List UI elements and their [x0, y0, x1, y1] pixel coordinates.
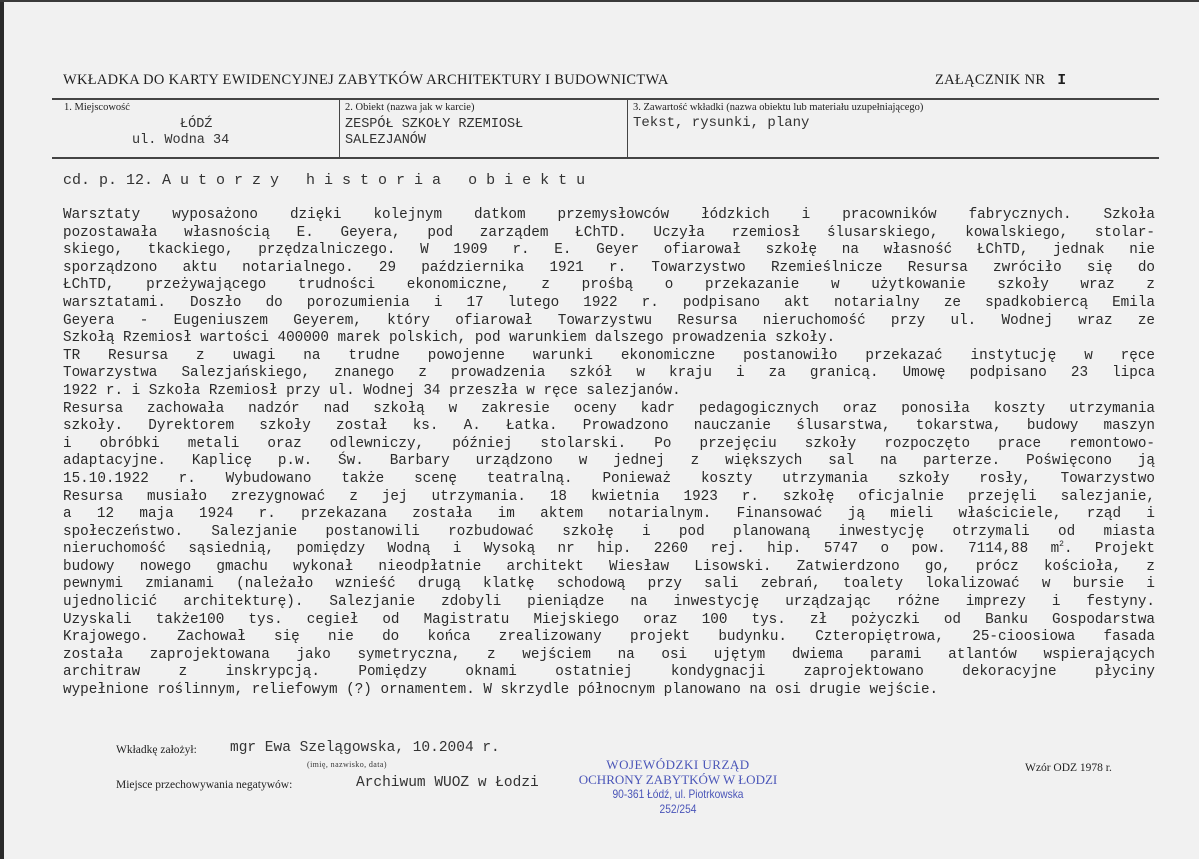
- text-line: Krajowego. Zachował się nie do końca zrealizowany projekt budynku. Czteropiętrowa, 25-cioosiowa fasada: [63, 629, 1155, 646]
- history-text: [63, 207, 1155, 700]
- field-contents-label: 3. Zawartość wkładki (nazwa obiektu lub materiału uzupełniającego): [633, 102, 924, 113]
- stamp-line1: WOJEWÓDZKI URZĄD: [606, 757, 750, 772]
- text-line: sporządzono aktu notarialnego. 29 października 1921 r. Towarzystwo Rzemieślnicze Resursa zwróciło się do: [63, 259, 1155, 276]
- text-line: ŁChTD, przeżywającego trudności ekonomiczne, z prośbą o przekazanie w użytkowanie szkoły wraz z: [63, 277, 1155, 294]
- stamp-line2: OCHRONY ZABYTKÓW W ŁODZI: [578, 772, 778, 787]
- text-line: Towarzystwa Salezjańskiego, znanego z prowadzenia szkół w kraju i za granicą. Umowę podpisano 23 lipca: [63, 365, 1155, 382]
- text-line: skiego, tkackiego, przędzalniczego. W 1909 r. E. Geyer ofiarował szkołę na własność ŁChTD, jednak nie: [63, 242, 1155, 259]
- text-line: pewnymi zmianami (należało wznieść drugą klatkę schodową przy sali zebrań, toalety lokalizować w bursie i: [63, 576, 1155, 593]
- text-line: a 12 maja 1924 r. przekazana została im aktem notarialnym. Finansować ją mieli właściciele, rząd i: [63, 506, 1155, 523]
- form-fields-table: [52, 98, 1159, 159]
- field-locality: [52, 100, 340, 157]
- negatives-value: Archiwum WUOZ w Łodzi: [356, 775, 539, 791]
- text-line: warsztatami. Doszło do porozumienia i 17 lutego 1922 r. podpisano akt notarialny ze spadkobiercą Emila: [63, 294, 1155, 311]
- text-line: wypełnione roślinnym, reliefowym (?) ornamentem. W skrzydle północnym planowano na osi drugie wejście.: [63, 682, 939, 699]
- text-line: 1922 r. i Szkoła Rzemiosł przy ul. Wodnej 34 przeszła w ręce salezjanów.: [63, 382, 681, 399]
- negatives-label: Miejsce przechowywania negatywów:: [116, 779, 293, 791]
- stamp-line3: 90-361 Łódź, ul. Piotrkowska 252/254: [612, 787, 744, 816]
- field-object: [340, 100, 628, 157]
- area-superscript: 2: [1059, 540, 1064, 550]
- office-stamp: [578, 757, 778, 817]
- text-line-area-main: nieruchomość sąsiednią, pomiędzy Wodną i Wysoką nr hip. 2260 rej. hip. 5747 o pow. 7114,88 m: [63, 541, 1060, 558]
- scan-edge-top: [0, 0, 1199, 2]
- text-line: ujednolicić architekturę). Salezjanie zdobyli pieniądze na inwestycję urządzając różne imprezy i festyny.: [63, 594, 1155, 611]
- field-contents: [628, 100, 1159, 157]
- field-object-name-line2: SALEZJANÓW: [345, 133, 427, 148]
- text-line-area: [63, 541, 1155, 559]
- template-note: Wzór ODZ 1978 r.: [1025, 762, 1112, 774]
- text-line: adaptacyjne. Kaplicę p.w. Św. Barbary urządzono w jednej z większych sal na parterze. Poświęcono ją: [63, 453, 1155, 470]
- text-line: TR Resursa z uwagi na trudne powojenne warunki ekonomiczne postanowiło przekazać instytucję w ręce: [63, 347, 1155, 364]
- field-object-name-line1: ZESPÓŁ SZKOŁY RZEMIOSŁ: [345, 117, 524, 132]
- annex-number: I: [1057, 73, 1067, 89]
- field-locality-label: 1. Miejscowość: [64, 102, 130, 113]
- section-heading: cd. p. 12. A u t o r z y h i s t o r i a o b i e k t u: [63, 172, 586, 189]
- text-line: Warsztaty wyposażono dzięki kolejnym datkom przemysłowców łódzkich i pracowników fabrycznych. Szkoła: [63, 207, 1155, 223]
- text-line: Resursa musiało zrezygnować z jej utrzymania. 18 kwietnia 1923 r. szkołę oficjalnie przejęli salezjanie,: [63, 488, 1155, 505]
- field-object-label: 2. Obiekt (nazwa jak w karcie): [345, 102, 475, 113]
- text-line: budowy nowego gmachu wykonał nieodpłatnie architekt Wiesław Lisowski. Zatwierdzono go, prócz kościoła, z: [63, 558, 1155, 575]
- form-title: WKŁADKA DO KARTY EWIDENCYJNEJ ZABYTKÓW ARCHITEKTURY I BUDOWNICTWA: [63, 72, 669, 88]
- text-line: pozostawała własnością E. Geyera, pod zarządem ŁChTD. Uczyła rzemiosł ślusarskiego, kowalskiego, stolar-: [63, 224, 1155, 241]
- text-line: szkoły. Dyrektorem szkoły został ks. A. Łatka. Prowadzono nauczanie ślusarstwa, tokarstwa, budowy maszyn: [63, 418, 1155, 435]
- annex-label: [935, 72, 1066, 89]
- text-line: Szkołą Rzemiosł wartości 400000 marek polskich, pod warunkiem dalszego prowadzenia szkoły.: [63, 330, 836, 347]
- annex-label-text: ZAŁĄCZNIK NR: [935, 72, 1046, 88]
- text-line: Resursa zachowała nadzór nad szkołą w zakresie oceny kadr pedagogicznych oraz ponosiła koszty utrzymania: [63, 400, 1155, 417]
- text-line: została zaprojektowana jako symetryczna, z wejściem na osi ujętym dwiema parami atlantów wspierających: [63, 646, 1155, 663]
- text-line: architraw z inskrypcją. Pomiędzy oknami ostatniej kondygnacji zaprojektowano dekoracyjne płyciny: [63, 664, 1155, 681]
- author-label: Wkładkę założył:: [116, 744, 197, 756]
- text-line: Geyera - Eugeniuszem Geyerem, który ofiarował Towarzystwu Resursa nieruchomość przy ul. Wodnej wraz ze: [63, 312, 1155, 329]
- text-line: społeczeństwo. Salezjanie postanowili rozbudować szkołę i pod planowaną inwestycję otrzymali od miasta: [63, 523, 1155, 540]
- field-locality-street: ul. Wodna 34: [132, 133, 230, 148]
- text-line: Uzyskali także100 tys. cegieł od Magistratu Miejskiego oraz 100 tys. zł pożyczki od Banku Gospodarstwa: [63, 611, 1155, 628]
- text-line: i obróbki metali oraz odlewniczy, później stolarski. Po przejęciu szkoły rozpoczęto prace remontowo-: [63, 435, 1155, 452]
- scan-edge-left: [0, 0, 4, 859]
- author-value: mgr Ewa Szelągowska, 10.2004 r.: [230, 740, 500, 756]
- author-hint: (imię, nazwisko, data): [307, 760, 387, 769]
- field-locality-city: ŁÓDŹ: [180, 117, 213, 132]
- text-line-area-suffix: . Projekt: [1063, 541, 1155, 558]
- text-line: 15.10.1922 r. Wybudowano także scenę teatralną. Ponieważ koszty utrzymania szkoły rosły, Towarzystwo: [63, 470, 1155, 487]
- field-contents-value: Tekst, rysunki, plany: [633, 115, 810, 131]
